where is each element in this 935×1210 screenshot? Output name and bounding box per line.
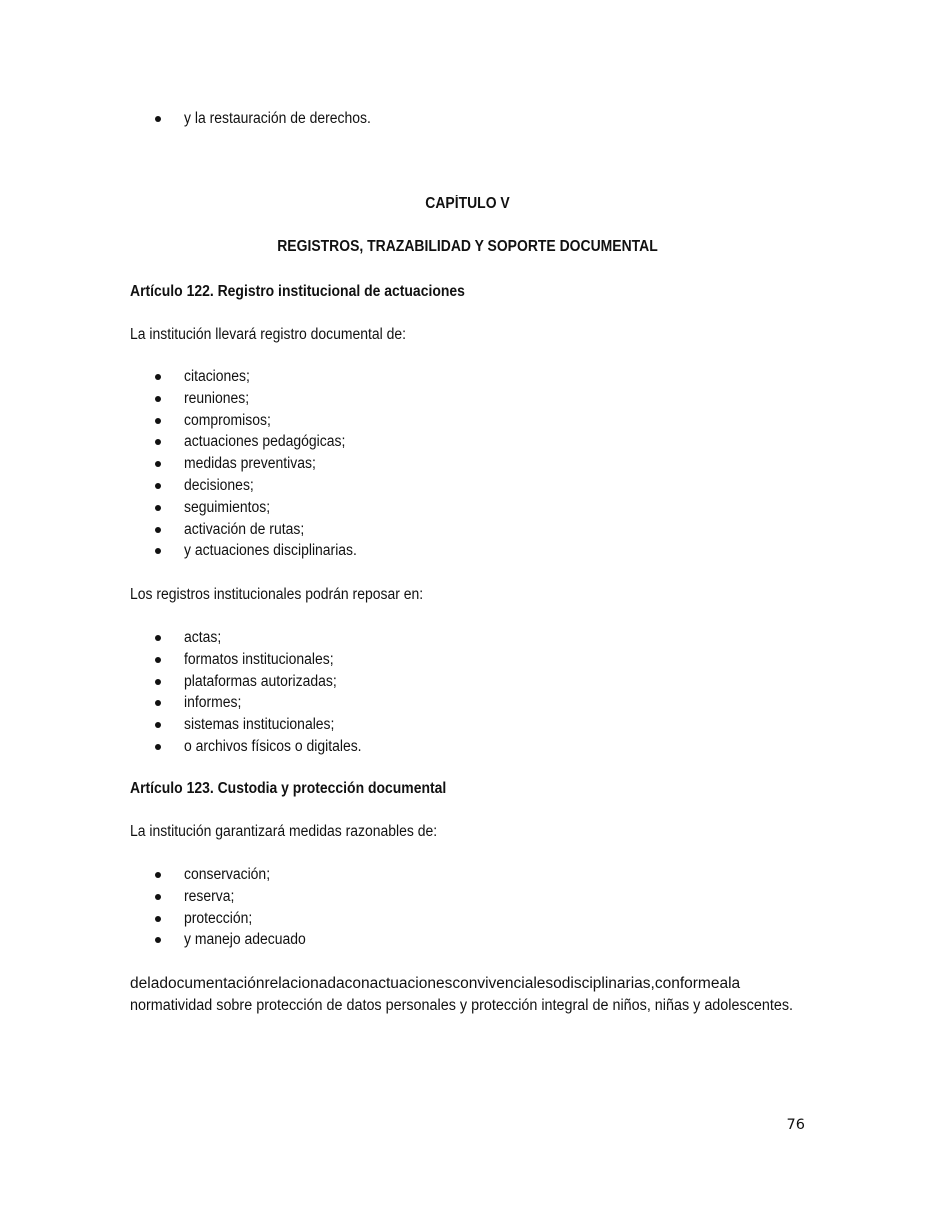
bullet-dot <box>155 439 161 445</box>
bullet-dot <box>155 700 161 706</box>
list-item-text: plataformas autorizadas; <box>184 672 337 690</box>
word: documentación <box>159 975 265 992</box>
word: con <box>344 975 370 992</box>
closing-line-2 <box>130 995 805 1017</box>
word: actuaciones <box>369 975 453 992</box>
word: disciplinarias, <box>561 975 655 992</box>
closing-line-2-text: normatividad sobre protección de datos personales y protección integral de niños, niñas y adolescentes. <box>130 997 793 1014</box>
bullet-dot <box>155 527 161 533</box>
list-item-text: y actuaciones disciplinarias. <box>184 542 357 560</box>
article-122-intro2: Los registros institucionales podrán reposar en: <box>130 586 424 603</box>
list-item-text: y la restauración de derechos. <box>184 110 371 127</box>
bullet-dot <box>155 679 161 685</box>
bullet-dot <box>155 418 161 424</box>
word: de <box>130 975 148 992</box>
list-item-text: reserva; <box>184 887 235 905</box>
page-number: 76 <box>786 1117 805 1133</box>
list-item-text: o archivos físicos o digitales. <box>184 737 362 755</box>
list-item-text: sistemas institucionales; <box>184 716 335 734</box>
word: la <box>147 975 160 992</box>
list-item-text: activación de rutas; <box>184 520 305 538</box>
list-item-text: reuniones; <box>184 389 250 407</box>
list-item-text: actuaciones pedagógicas; <box>184 433 346 451</box>
chapter-number: CAPÍTULO V <box>425 195 510 212</box>
bullet-dot <box>155 937 161 943</box>
article-122-heading: Artículo 122. Registro institucional de actuaciones <box>130 283 465 300</box>
word: conforme <box>654 975 720 992</box>
word: o <box>553 975 562 992</box>
list-item-text: actas; <box>184 629 222 646</box>
list-item-text: seguimientos; <box>184 498 271 516</box>
article-123-heading: Artículo 123. Custodia y protección documental <box>130 780 447 797</box>
word: convivenciales <box>452 975 554 992</box>
list-item-text: y manejo adecuado <box>184 931 306 949</box>
list-item-text: protección; <box>184 909 253 927</box>
bullet-dot <box>155 483 161 489</box>
article-123-closing-paragraph <box>130 973 805 1017</box>
list-item-text: decisiones; <box>184 476 254 494</box>
list-item-text: compromisos; <box>184 411 271 429</box>
bullet-dot <box>155 916 161 922</box>
word: la <box>728 975 741 992</box>
bullet-dot <box>155 635 161 641</box>
bullet-dot <box>155 744 161 750</box>
bullet-dot <box>155 657 161 663</box>
bullet-dot <box>155 894 161 900</box>
list-item-text: formatos institucionales; <box>184 650 334 668</box>
bullet-dot <box>155 505 161 511</box>
chapter-title: REGISTROS, TRAZABILIDAD Y SOPORTE DOCUMENTAL <box>277 238 658 255</box>
list-item-text: medidas preventivas; <box>184 455 316 473</box>
word: a <box>719 975 729 992</box>
article-123-intro: La institución garantizará medidas razonables de: <box>130 823 438 840</box>
bullet-dot <box>155 116 161 122</box>
bullet-dot <box>155 548 161 554</box>
word: relacionada <box>264 975 345 992</box>
bullet-dot <box>155 872 161 878</box>
list-item-text: informes; <box>184 694 242 712</box>
closing-line-1 <box>130 973 805 995</box>
bullet-dot <box>155 722 161 728</box>
bullet-dot <box>155 396 161 402</box>
bullet-dot <box>155 461 161 467</box>
bullet-dot <box>155 374 161 380</box>
list-item-text: conservación; <box>184 866 271 883</box>
article-122-intro: La institución llevará registro documental de: <box>130 326 407 343</box>
list-item-text: citaciones; <box>184 368 250 385</box>
